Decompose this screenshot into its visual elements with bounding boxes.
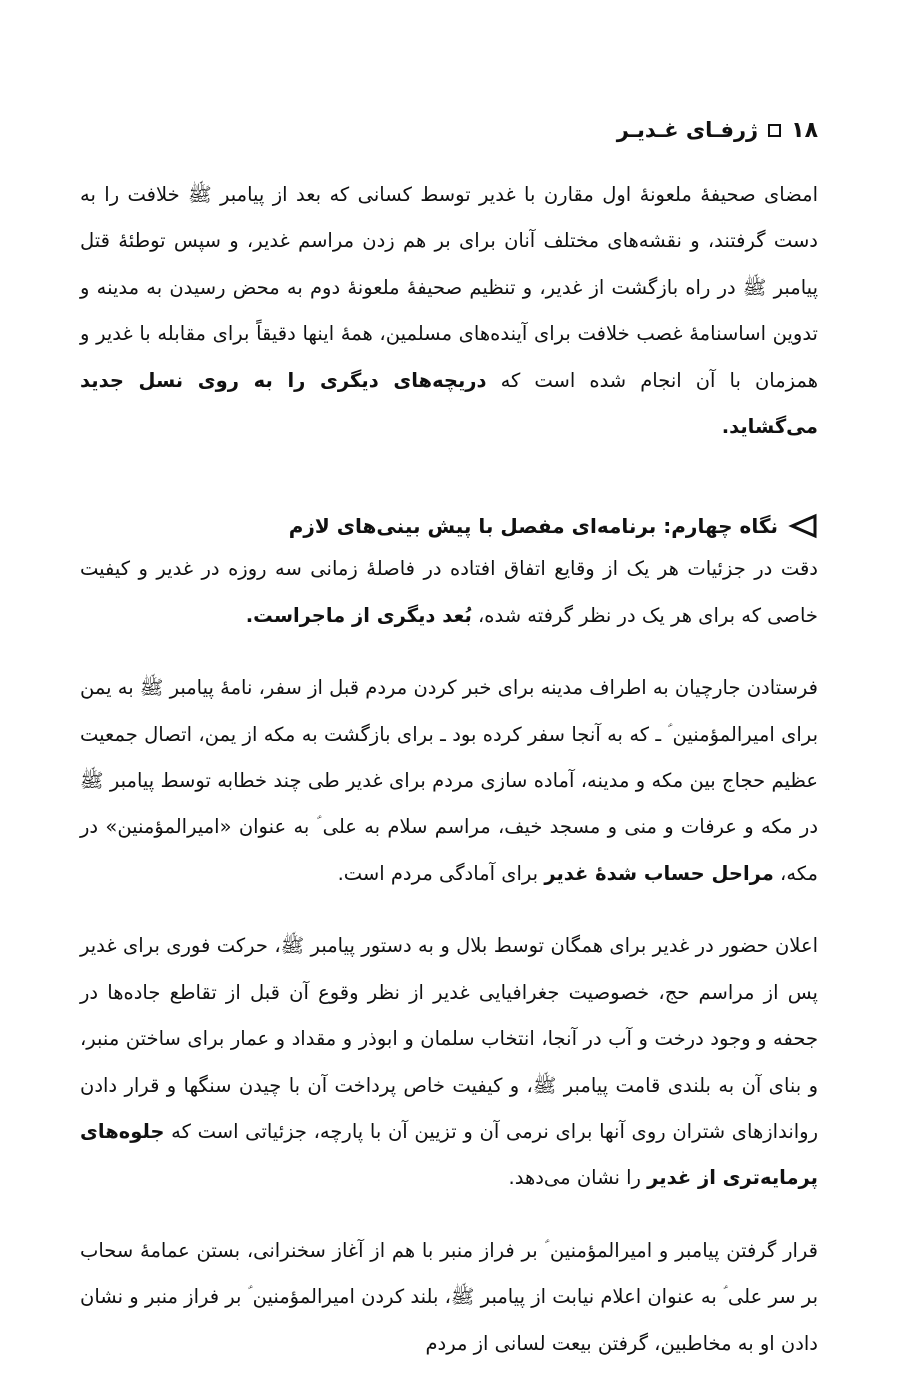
book-page — [80, 108, 818, 1367]
paragraph-4-text: اعلان حضور در غدیر برای همگان توسط بلال و به دستور پیامبر ﷺ، حرکت فوری برای غدیر پس از مراسم حج، خصوصیت جغرافیایی غدیر از نظر وقوع آن قبل از تقاطع جاده‌ها در جحفه و وجود درخت و آب در آنجا، انتخاب سلمان و ابوذر و مقداد و عمار برای ساختن منبر، و بنای آن به بلندی قامت پیامبر ﷺ، و کیفیت خاص پرداخت آن با چیدن سنگها و قرار دادن روانداز‌های شتران روی آنها برای نرمی آن و تزیین آن با پارچه، جزئیاتی است که — [80, 934, 818, 1143]
paragraph-3-text-end: برای آمادگی مردم است. — [337, 861, 545, 885]
running-header — [80, 108, 818, 152]
paragraph-4-bold: جلوه‌های پرمایه‌تری از غدیر — [80, 1119, 818, 1190]
paragraph-4-text-end: را نشان می‌دهد. — [508, 1166, 648, 1190]
book-title: ژرفـای غـدیـر — [616, 118, 759, 142]
paragraph-2-bold: بُعد دیگری از ماجراست. — [245, 603, 472, 627]
section-heading-text: نگاه چهارم: برنامه‌ای مفصل با پیش بینی‌های لازم — [288, 514, 778, 539]
paragraph-1 — [80, 172, 818, 450]
square-icon — [768, 124, 781, 137]
paragraph-5-text: قرار گرفتن پیامبر و امیرالمؤمنین ؑ بر فراز منبر با هم از آغاز سخنرانی، بستن عمامهٔ سحاب بر سر علی ؑ به عنوان اعلام نیابت از پیامبر ﷺ، بلند کردن امیرالمؤمنین ؑ بر فراز منبر و نشان دادن او به مخاطبین، گرفتن بیعت لسانی از مردم — [80, 1238, 818, 1355]
paragraph-3 — [80, 665, 818, 897]
paragraph-4 — [80, 923, 818, 1201]
triangle-icon — [788, 513, 818, 539]
page-number: ۱۸ — [791, 117, 818, 143]
paragraph-3-text: فرستادن جارچیان به اطراف مدینه برای خبر کردن مردم قبل از سفر، نامهٔ پیامبر ﷺ به یمن برای امیرالمؤمنین ؑ ـ که به آنجا سفر کرده بود ـ برای بازگشت به مکه از یمن، اتصال جمعیت عظیم حجاج بین مکه و مدینه، آماده سازی مردم برای غدیر طی چند خطابه توسط پیامبر ﷺ در مکه و عرفات و منی و مسجد خیف، مراسم سلام به علی ؑ به عنوان «امیرالمؤمنین» در مکه، — [80, 676, 818, 885]
paragraph-1-text: امضای صحیفهٔ ملعونهٔ اول مقارن با غدیر توسط کسانی که بعد از پیامبر ﷺ خلافت را به دست گرفتند، و نقشه‌های مختلف آنان برای بر هم زدن مراسم غدیر، و سپس توطئهٔ قتل پیامبر ﷺ در راه بازگشت از غدیر، و تنظیم صحیفهٔ ملعونهٔ دوم به محض رسیدن به مدینه و تدوین اساسنامهٔ غصب خلافت برای آینده‌های مسلمین، همهٔ اینها دقیقاً برای مقابله با غدیر و همزمان با آن انجام شده است که — [80, 183, 818, 392]
section-heading — [80, 506, 818, 546]
paragraph-2 — [80, 546, 818, 639]
paragraph-3-bold: مراحل حساب شدهٔ غدیر — [544, 861, 774, 885]
paragraph-5 — [80, 1228, 818, 1367]
paragraph-2-text: دقت در جزئیات هر یک از وقایع اتفاق افتاده در فاصلهٔ زمانی سه روزه در غدیر و کیفیت خاصی که برای هر یک در نظر گرفته شده، — [80, 557, 818, 627]
paragraph-1-bold: دریچه‌های دیگری را به روی نسل جدید می‌گشاید. — [80, 368, 818, 439]
